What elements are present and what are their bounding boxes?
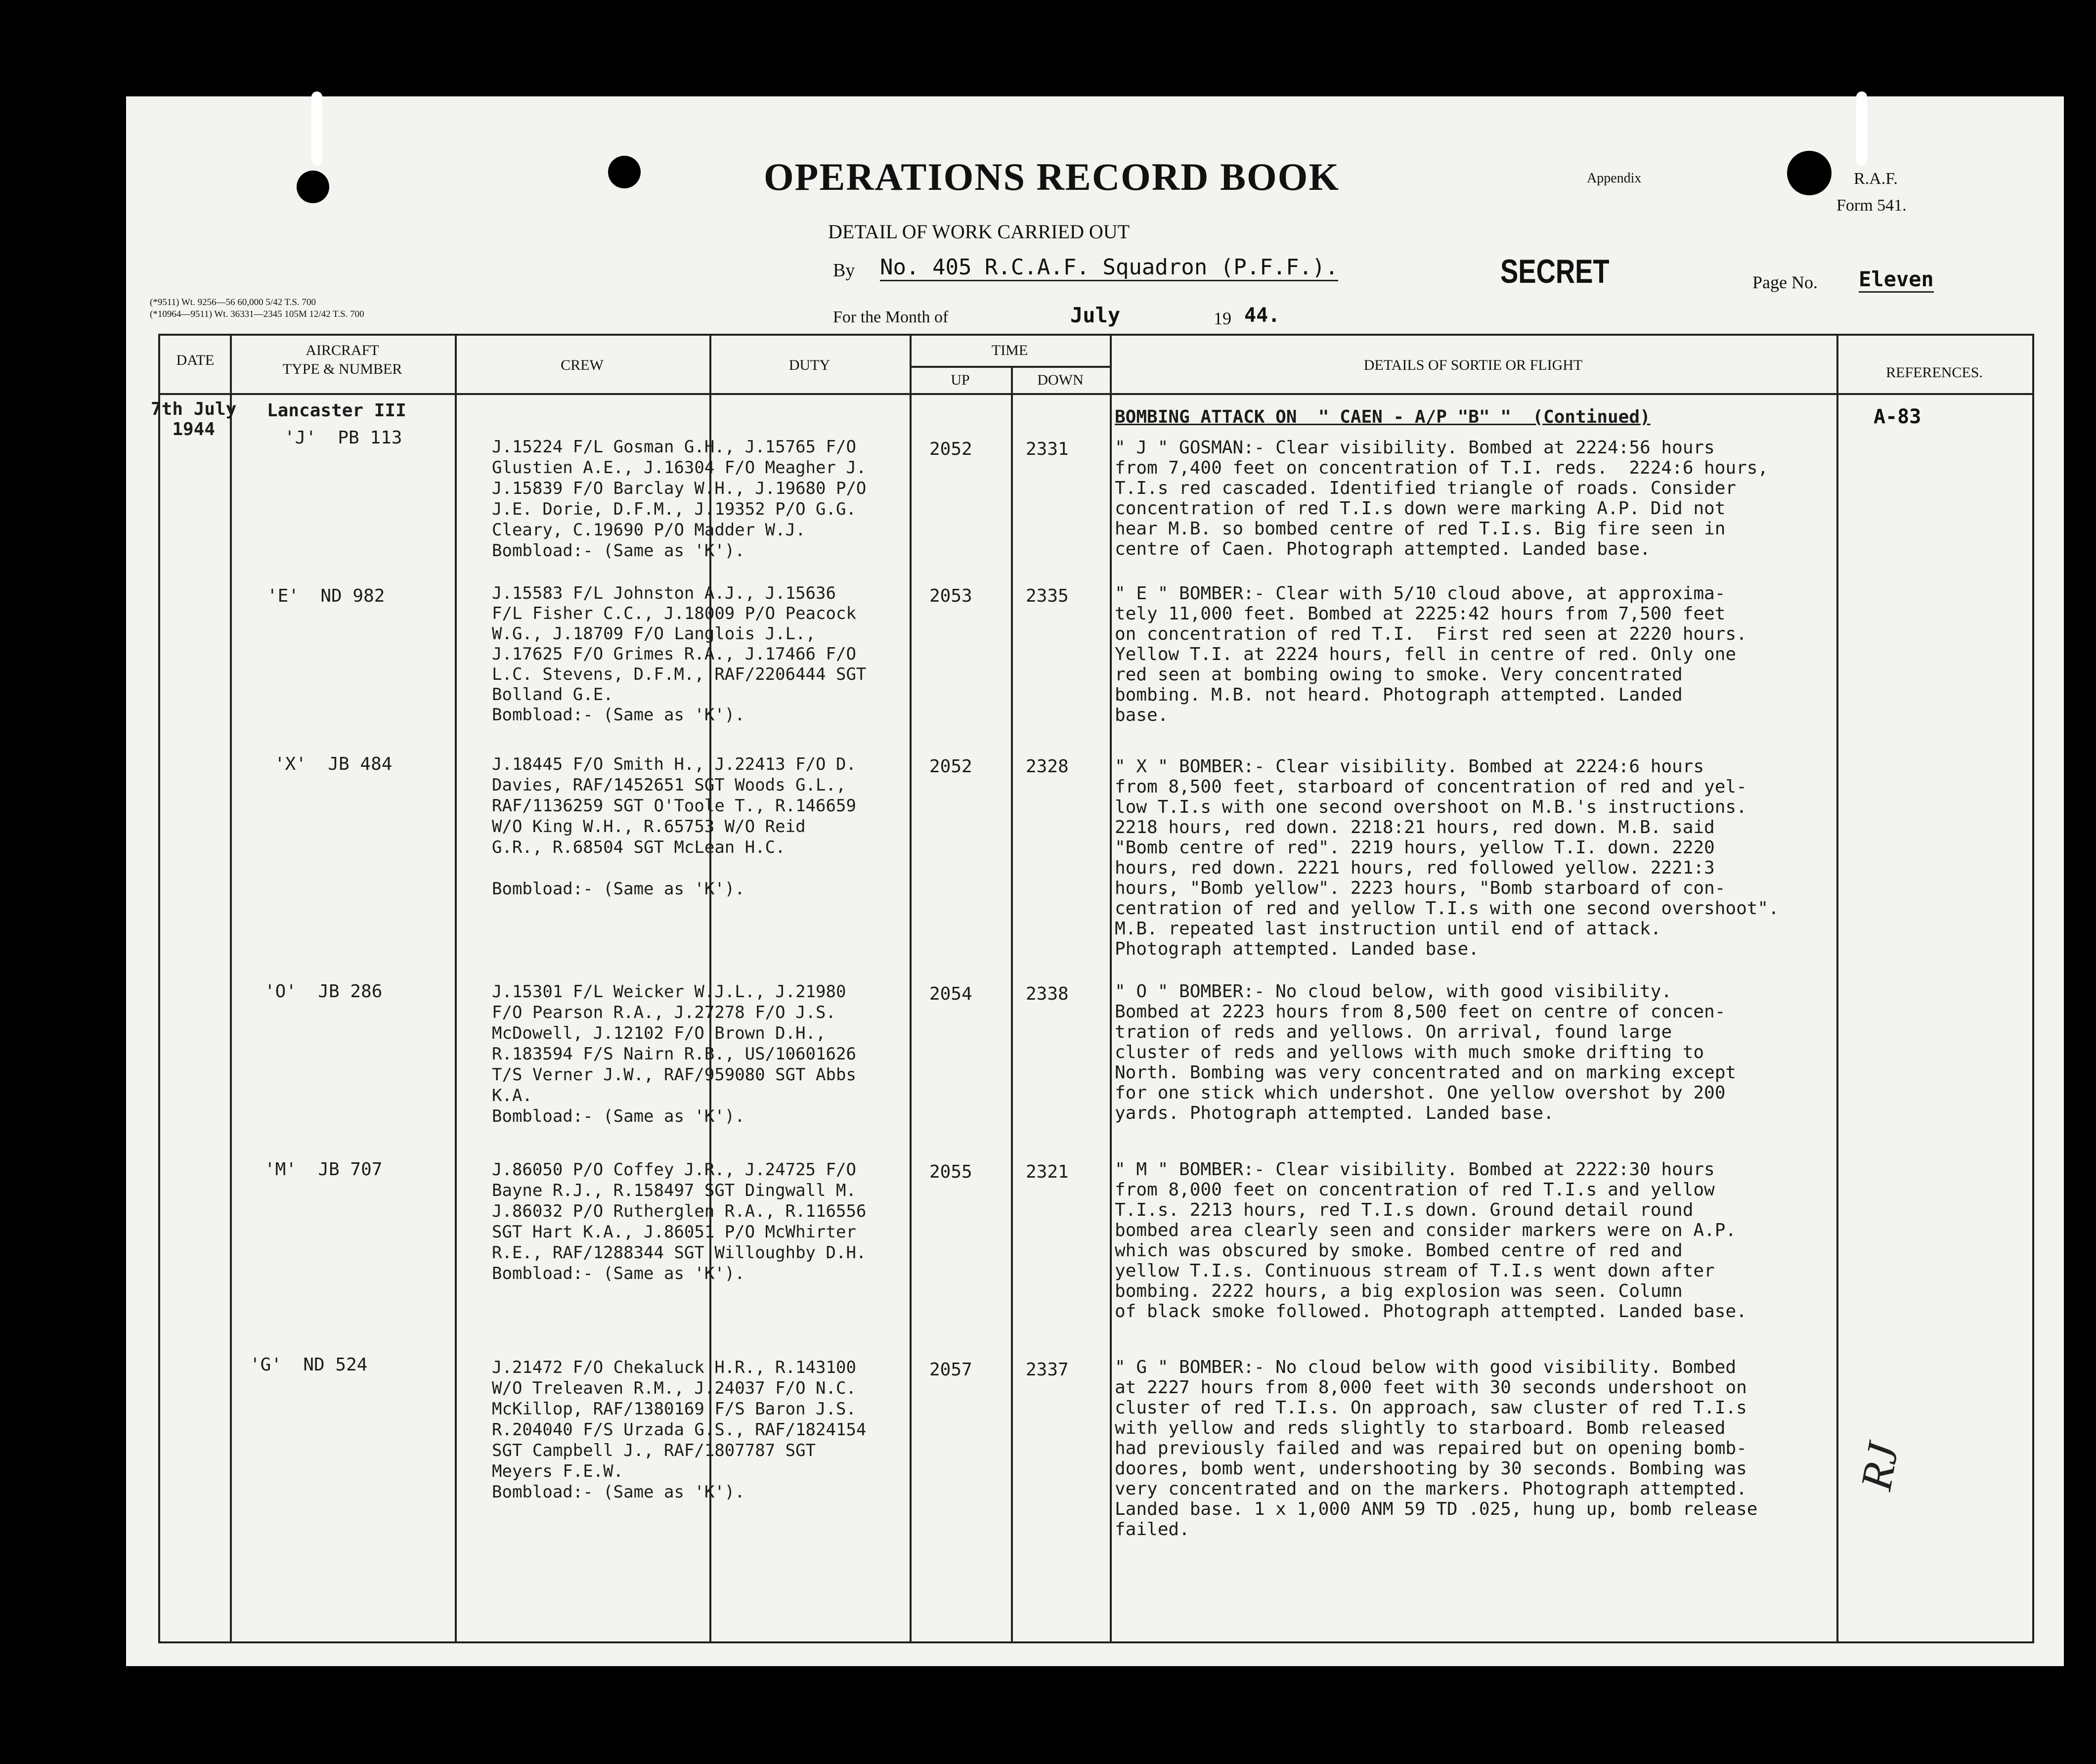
handwritten-initials: RJ bbox=[1851, 1439, 1908, 1494]
time-up: 2055 bbox=[929, 1162, 972, 1182]
time-up: 2053 bbox=[929, 586, 972, 606]
col-header-aircraft bbox=[230, 341, 455, 379]
col-header-aircraft-line2: TYPE & NUMBER bbox=[282, 361, 402, 377]
col-header-references: REFERENCES. bbox=[1886, 364, 1983, 381]
entry-date: 7th July 1944 bbox=[151, 399, 237, 440]
year-prefix: 19 bbox=[1214, 309, 1231, 328]
sortie-details: " M " BOMBER:- Clear visibility. Bombed at 2222:30 hours from 8,000 feet on concentration of red T.I.s and yellow T.I.s. 2213 hours, red T.I.s down. Ground detail round bombed area clearly seen and consider markers were on A.P. which was obscured by smoke. Bombed centre of red and yellow T.I.s. Continuous stream of T.I.s went down after bombing. 2222 hours, a big explosion was seen. Column of black smoke followed. Photograph attempted. Landed base. bbox=[1115, 1159, 1747, 1322]
punch-hole-left bbox=[297, 171, 329, 203]
month-value: July bbox=[1070, 303, 1121, 327]
time-up: 2057 bbox=[929, 1360, 972, 1380]
col-header-time: TIME bbox=[991, 342, 1028, 358]
rule-details bbox=[1836, 334, 1838, 1643]
sortie-details: " O " BOMBER:- No cloud below, with good visibility. Bombed at 2223 hours from 8,500 feet on centre of concen- tration of reds and yellows. On arrival, found large cluster of reds and yellows with much smoke drifting to North. Bombing was very concentrated and on marking except for one stick which undershot. One yellow overshot by 200 yards. Photograph attempted. Landed base. bbox=[1115, 981, 1737, 1123]
time-down: 2328 bbox=[1026, 756, 1069, 777]
rule-date bbox=[230, 334, 232, 1643]
print-code-2: (*10964—9511) Wt. 36331—2345 105M 12/42 T.S. 700 bbox=[150, 309, 364, 319]
crew-list: J.15224 F/L Gosman G.H., J.15765 F/O Glustien A.E., J.16304 F/O Meagher J. J.15839 F/O Barclay W.H., J.19680 P/O J.E. Dorie, D.F.M., J.19352 P/O G.G. Cleary, C.19690 P/O Madder W.J. Bombload:- (Same as 'K'). bbox=[492, 437, 867, 561]
col-header-details: DETAILS OF SORTIE OR FLIGHT bbox=[1363, 357, 1583, 373]
col-header-crew: CREW bbox=[561, 357, 604, 373]
form-line-1: R.A.F. bbox=[1854, 170, 1898, 188]
time-up: 2052 bbox=[929, 756, 972, 777]
rule-left bbox=[158, 334, 160, 1643]
security-classification: SECRET bbox=[1500, 253, 1610, 290]
table-top-rule bbox=[158, 334, 2034, 336]
rule-duty bbox=[910, 334, 912, 1643]
rule-right bbox=[2032, 334, 2034, 1643]
crew-list: J.15583 F/L Johnston A.J., J.15636 F/L Fisher C.C., J.18009 P/O Peacock W.G., J.18709 F/O Langlois J.L., J.17625 F/O Grimes R.A., J.17466 F/O L.C. Stevens, D.F.M., RAF/2206444 SGT Bolland G.E. Bombload:- (Same as 'K'). bbox=[492, 583, 867, 725]
aircraft-number: 'X' JB 484 bbox=[274, 754, 393, 774]
col-header-date: DATE bbox=[176, 352, 215, 368]
rule-time bbox=[1011, 366, 1013, 1643]
month-label: For the Month of bbox=[833, 308, 949, 326]
time-down: 2321 bbox=[1026, 1162, 1069, 1182]
sortie-details: " X " BOMBER:- Clear visibility. Bombed at 2224:6 hours from 8,500 feet, starboard of concentration of red and yel- low T.I.s with one second overshoot on M.B.'s instructions. 2218 hours, red down. 2218:21 hours, red down. M.B. said "Bomb centre of red". 2219 hours, yellow T.I. down. 2220 hours, red down. 2221 hours, red followed yellow. 2221:3 hours, "Bomb yellow". 2223 hours, "Bomb starboard of con- centration of red and yellow T.I.s with one second overshoot". M.B. repeated last instruction until end of attack. Photograph attempted. Landed base. bbox=[1115, 756, 1779, 959]
col-header-aircraft-line1: AIRCRAFT bbox=[306, 342, 379, 358]
aircraft-number: 'J' PB 113 bbox=[284, 428, 402, 448]
document-subtitle: DETAIL OF WORK CARRIED OUT bbox=[828, 220, 1130, 243]
aircraft-number: 'M' JB 707 bbox=[264, 1159, 383, 1180]
page-label: Page No. bbox=[1752, 272, 1818, 292]
form-line-2: Form 541. bbox=[1836, 196, 1907, 215]
aircraft-type: Lancaster III bbox=[267, 400, 406, 421]
rule-down bbox=[1110, 334, 1112, 1643]
year-value: 44. bbox=[1244, 304, 1280, 327]
reference-number: A-83 bbox=[1874, 405, 1921, 428]
col-header-down: DOWN bbox=[1037, 372, 1084, 388]
aircraft-number: 'O' JB 286 bbox=[264, 981, 383, 1002]
binder-tab-left bbox=[311, 91, 322, 166]
time-down: 2331 bbox=[1026, 439, 1069, 459]
crew-list: J.86050 P/O Coffey J.R., J.24725 F/O Bayne R.J., R.158497 SGT Dingwall M. J.86032 P/O Rutherglen R.A., R.116556 SGT Hart K.A., J.86051 P/O McWhirter R.E., RAF/1288344 SGT Willoughby D.H. Bombload:- (Same as 'K'). bbox=[492, 1160, 867, 1283]
binder-tab-right bbox=[1856, 91, 1867, 166]
document-title: OPERATIONS RECORD BOOK bbox=[764, 155, 1340, 198]
time-up: 2054 bbox=[929, 984, 972, 1004]
page-number: Eleven bbox=[1859, 267, 1934, 293]
crew-list: J.15301 F/L Weicker W.J.L., J.21980 F/O Pearson R.A., J.27278 F/O J.S. McDowell, J.12102 F/O Brown D.H., R.183594 F/S Nairn R.B., US/10601626 T/S Verner J.W., RAF/959080 SGT Abbs K.A. Bombload:- (Same as 'K'). bbox=[492, 982, 856, 1126]
time-down: 2338 bbox=[1026, 984, 1069, 1004]
sortie-details: " J " GOSMAN:- Clear visibility. Bombed at 2224:56 hours from 7,400 feet on concentration of T.I. reds. 2224:6 hours, T.I.s red cascaded. Identified triangle of roads. Consider concentration of red T.I.s down were marking A.P. Did not hear M.B. so bombed centre of red T.I.s. Big fire seen in centre of Caen. Photograph attempted. Landed base. bbox=[1115, 438, 1769, 559]
crew-list: J.21472 F/O Chekaluck H.R., R.143100 W/O Treleaven R.M., J.24037 F/O N.C. McKillop, RAF/1380169 F/S Baron J.S. R.204040 F/S Urzada G.S., RAF/1824154 SGT Campbell J., RAF/1807787 SGT Meyers F.E.W. Bombload:- (Same as 'K'). bbox=[492, 1358, 867, 1502]
time-down: 2335 bbox=[1026, 586, 1069, 606]
col-header-duty: DUTY bbox=[788, 357, 830, 373]
time-up: 2052 bbox=[929, 439, 972, 459]
aircraft-number: 'G' ND 524 bbox=[250, 1355, 368, 1375]
appendix-label: Appendix bbox=[1587, 171, 1642, 186]
print-code-1: (*9511) Wt. 9256—56 60,000 5/42 T.S. 700 bbox=[150, 297, 316, 308]
punch-hole-center bbox=[608, 156, 641, 188]
crew-list: J.18445 F/O Smith H., J.22413 F/O D. Davies, RAF/1452651 SGT Woods G.L., RAF/1136259 SGT O'Toole T., R.146659 W/O King W.H., R.65753 W/O Reid G.R., R.68504 SGT McLean H.C. Bombload:- (Same as 'K'). bbox=[492, 754, 856, 899]
form-number bbox=[1836, 166, 1907, 219]
sortie-details: " E " BOMBER:- Clear with 5/10 cloud above, at approxima- tely 11,000 feet. Bombed at 2225:42 hours from 7,500 feet on concentration of red T.I. First red seen at 2220 hours. Yellow T.I. at 2224 hours, fell in centre of red. Only one red seen at bombing owing to smoke. Very concentrated bombing. M.B. not heard. Photograph attempted. Landed base. bbox=[1115, 583, 1747, 725]
header-bottom-rule bbox=[158, 393, 2034, 395]
print-codes bbox=[150, 297, 364, 320]
punch-hole-right bbox=[1787, 151, 1832, 195]
attack-heading: BOMBING ATTACK ON " CAEN - A/P "B" " (Continued) bbox=[1115, 407, 1651, 427]
time-down: 2337 bbox=[1026, 1360, 1069, 1380]
sortie-details: " G " BOMBER:- No cloud below with good visibility. Bombed at 2227 hours from 8,000 feet with 30 seconds undershoot on cluster of red T.I.s. On approach, saw cluster of red T.I.s with yellow and reds slightly to starboard. Bomb released had previously failed and was repaired but on opening bomb- doores, bomb went, undershooting by 30 seconds. Bombing was very concentrated and on the markers. Photograph attempted. Landed base. 1 x 1,000 ANM 59 TD .025, hung up, bomb release failed. bbox=[1115, 1357, 1758, 1540]
time-split-rule bbox=[910, 366, 1110, 368]
col-header-up: UP bbox=[951, 372, 970, 388]
by-label: By bbox=[833, 260, 855, 281]
record-sheet bbox=[126, 96, 2064, 1666]
table-bottom-rule bbox=[158, 1641, 2034, 1643]
aircraft-number: 'E' ND 982 bbox=[267, 586, 385, 606]
squadron-value: No. 405 R.C.A.F. Squadron (P.F.F.). bbox=[880, 255, 1338, 281]
